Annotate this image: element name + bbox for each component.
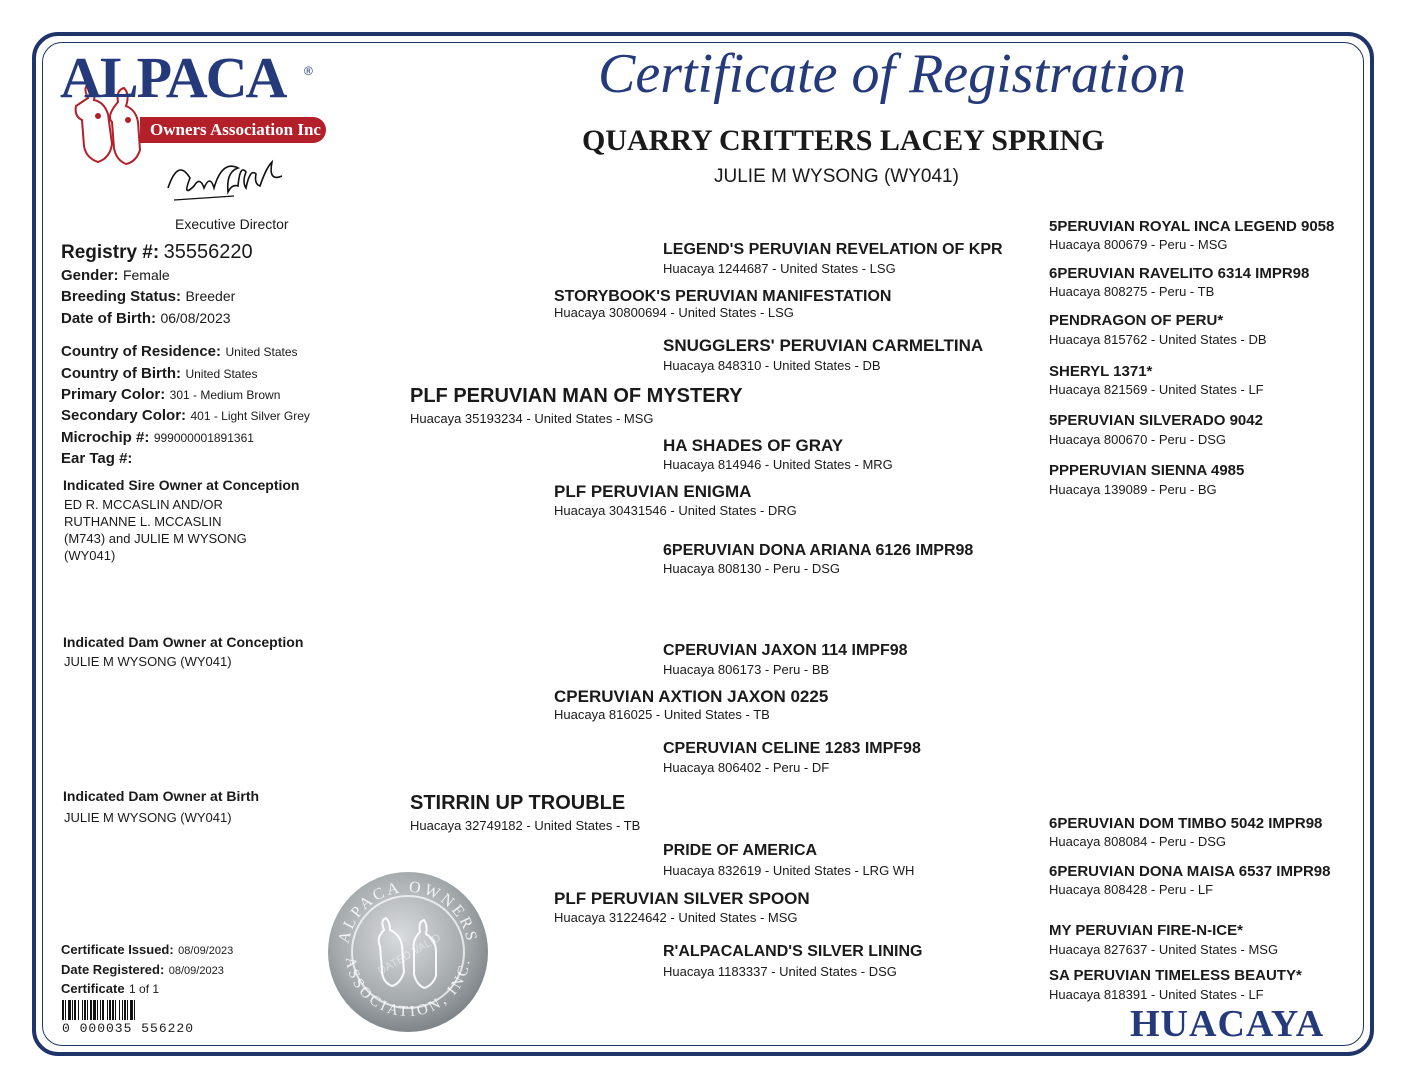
director-signature <box>160 148 300 214</box>
barcode-bar <box>112 1000 114 1020</box>
dam-owner-conception-label: Indicated Dam Owner at Conception <box>63 634 304 650</box>
seal-watermark: DATED VALID <box>375 931 444 978</box>
alpaca-logo-wordmark: ALPACA <box>60 45 286 110</box>
date-of-birth-row: Date of Birth: 06/08/2023 <box>61 310 231 327</box>
seal-top-text: ALPACA OWNERS <box>335 878 481 946</box>
gen4-bottom-1-detail: Huacaya 808084 - Peru - DSG <box>1049 834 1227 849</box>
gen4-top-3-name: PENDRAGON OF PERU* <box>1049 312 1224 329</box>
sire-name: PLF PERUVIAN MAN OF MYSTERY <box>410 385 743 407</box>
gen4-bottom-2-detail: Huacaya 808428 - Peru - LF <box>1049 882 1214 897</box>
dam-sire-sire-detail: Huacaya 806173 - Peru - BB <box>663 662 830 677</box>
sire-dam-dam-name: 6PERUVIAN DONA ARIANA 6126 IMPR98 <box>663 542 974 559</box>
sire-sire-sire-detail: Huacaya 1244687 - United States - LSG <box>663 261 896 276</box>
ear-tag-row: Ear Tag #: <box>61 450 133 467</box>
sire-owner-label: Indicated Sire Owner at Conception <box>63 477 300 493</box>
breed-mark-huacaya: HUACAYA <box>1130 1003 1325 1045</box>
dam-dam-sire-detail: Huacaya 832619 - United States - LRG WH <box>663 863 915 878</box>
microchip-row: Microchip #: 999000001891361 <box>61 429 254 446</box>
barcode-bar <box>65 1000 66 1020</box>
sire-detail: Huacaya 35193234 - United States - MSG <box>410 411 654 426</box>
sire-sire-dam-name: SNUGGLERS' PERUVIAN CARMELTINA <box>663 336 984 355</box>
barcode-bar <box>68 1000 71 1020</box>
dam-sire-sire-name: CPERUVIAN JAXON 114 IMPF98 <box>663 642 908 659</box>
barcode-bar <box>100 1000 101 1020</box>
certificate-count-row: Certificate 1 of 1 <box>61 981 160 996</box>
gender-row: Gender: Female <box>61 267 170 284</box>
barcode-bar <box>78 1000 79 1020</box>
sire-dam-dam-detail: Huacaya 808130 - Peru - DSG <box>663 561 841 576</box>
barcode-bar <box>124 1000 126 1020</box>
barcode-bar <box>72 1000 73 1020</box>
barcode-bar <box>130 1000 133 1020</box>
barcode-bar <box>84 1000 86 1020</box>
certificate-title: Certificate of Registration <box>598 43 1186 105</box>
dam-dam-dam-name: R'ALPACALAND'S SILVER LINING <box>663 943 923 960</box>
dam-name: STIRRIN UP TROUBLE <box>410 792 626 814</box>
barcode-bar <box>97 1000 98 1020</box>
gen4-top-2-detail: Huacaya 808275 - Peru - TB <box>1049 284 1215 299</box>
registry-value: 35556220 <box>163 241 253 263</box>
logo-banner: Owners Association Inc <box>140 117 326 143</box>
barcode <box>62 1000 210 1020</box>
gen4-bottom-3-name: MY PERUVIAN FIRE-N-ICE* <box>1049 922 1243 939</box>
dam-dam-dam-detail: Huacaya 1183337 - United States - DSG <box>663 964 897 979</box>
secondary-color-row: Secondary Color: 401 - Light Silver Grey <box>61 407 310 424</box>
sire-owner-line-4: (WY041) <box>64 548 116 563</box>
dam-sire-name: CPERUVIAN AXTION JAXON 0225 <box>554 687 829 706</box>
sire-sire-name: STORYBOOK'S PERUVIAN MANIFESTATION <box>554 288 892 305</box>
gen4-bottom-4-detail: Huacaya 818391 - United States - LF <box>1049 987 1264 1002</box>
gen4-top-2-name: 6PERUVIAN RAVELITO 6314 IMPR98 <box>1049 265 1310 282</box>
barcode-bar <box>87 1000 88 1020</box>
barcode-bar <box>62 1000 64 1020</box>
dam-sire-dam-name: CPERUVIAN CELINE 1283 IMPF98 <box>663 740 921 757</box>
gen4-top-5-name: 5PERUVIAN SILVERADO 9042 <box>1049 412 1263 429</box>
country-of-birth-row: Country of Birth: United States <box>61 365 258 382</box>
barcode-bar <box>82 1000 83 1020</box>
gen4-bottom-1-name: 6PERUVIAN DOM TIMBO 5042 IMPR98 <box>1049 815 1323 832</box>
gen4-top-6-name: PPPERUVIAN SIENNA 4985 <box>1049 462 1245 479</box>
sire-sire-detail: Huacaya 30800694 - United States - LSG <box>554 305 794 320</box>
dam-detail: Huacaya 32749182 - United States - TB <box>410 818 641 833</box>
association-seal <box>326 870 490 1034</box>
sire-owner-line-2: RUTHANNE L. MCCASLIN <box>64 514 222 529</box>
gen4-top-5-detail: Huacaya 800670 - Peru - DSG <box>1049 432 1227 447</box>
dam-dam-sire-name: PRIDE OF AMERICA <box>663 842 818 859</box>
gen4-top-4-detail: Huacaya 821569 - United States - LF <box>1049 382 1264 397</box>
sire-owner-line-3: (M743) and JULIE M WYSONG <box>64 531 247 546</box>
barcode-bar <box>109 1000 111 1020</box>
sire-dam-name: PLF PERUVIAN ENIGMA <box>554 482 752 501</box>
dam-dam-name: PLF PERUVIAN SILVER SPOON <box>554 889 810 908</box>
barcode-bar <box>134 1000 135 1020</box>
sire-dam-sire-detail: Huacaya 814946 - United States - MRG <box>663 457 893 472</box>
dam-sire-dam-detail: Huacaya 806402 - Peru - DF <box>663 760 830 775</box>
sire-owner-line-1: ED R. MCCASLIN AND/OR <box>64 497 223 512</box>
sire-dam-sire-name: HA SHADES OF GRAY <box>663 436 844 455</box>
sire-sire-sire-name: LEGEND'S PERUVIAN REVELATION OF KPR <box>663 241 1003 258</box>
gen4-top-3-detail: Huacaya 815762 - United States - DB <box>1049 332 1267 347</box>
barcode-bar <box>102 1000 104 1020</box>
country-of-residence-row: Country of Residence: United States <box>61 343 298 360</box>
barcode-bar <box>127 1000 128 1020</box>
dam-sire-detail: Huacaya 816025 - United States - TB <box>554 707 770 722</box>
registry-number-row <box>61 241 253 264</box>
barcode-bar <box>90 1000 92 1020</box>
gen4-bottom-2-name: 6PERUVIAN DONA MAISA 6537 IMPR98 <box>1049 863 1331 880</box>
seal-bottom-text: ASSOCIATION, INC. <box>341 955 474 1021</box>
owner-name: JULIE M WYSONG (WY041) <box>714 166 959 187</box>
barcode-bar <box>74 1000 76 1020</box>
dam-dam-detail: Huacaya 31224642 - United States - MSG <box>554 910 798 925</box>
barcode-bar <box>107 1000 108 1020</box>
barcode-bar <box>115 1000 116 1020</box>
dam-owner-birth-value: JULIE M WYSONG (WY041) <box>64 810 232 825</box>
registered-mark: ® <box>304 64 313 78</box>
sire-dam-detail: Huacaya 30431546 - United States - DRG <box>554 503 797 518</box>
date-registered-row: Date Registered: 08/09/2023 <box>61 962 224 977</box>
barcode-bar <box>119 1000 120 1020</box>
gen4-top-6-detail: Huacaya 139089 - Peru - BG <box>1049 482 1217 497</box>
gen4-bottom-3-detail: Huacaya 827637 - United States - MSG <box>1049 942 1279 957</box>
executive-director-caption: Executive Director <box>175 216 289 232</box>
sire-sire-dam-detail: Huacaya 848310 - United States - DB <box>663 358 881 373</box>
dam-owner-conception-value: JULIE M WYSONG (WY041) <box>64 654 232 669</box>
breeding-status-row: Breeding Status: Breeder <box>61 288 236 305</box>
certificate-issued-row: Certificate Issued: 08/09/2023 <box>61 942 234 957</box>
registry-label: Registry #: <box>61 242 160 263</box>
gen4-top-1-detail: Huacaya 800679 - Peru - MSG <box>1049 237 1228 252</box>
primary-color-row: Primary Color: 301 - Medium Brown <box>61 386 281 403</box>
gen4-top-4-name: SHERYL 1371* <box>1049 363 1153 380</box>
barcode-number: 0 000035 556220 <box>62 1021 195 1036</box>
dam-owner-birth-label: Indicated Dam Owner at Birth <box>63 788 260 804</box>
gen4-top-1-name: 5PERUVIAN ROYAL INCA LEGEND 9058 <box>1049 218 1335 235</box>
gen4-bottom-4-name: SA PERUVIAN TIMELESS BEAUTY* <box>1049 967 1302 984</box>
barcode-bar <box>93 1000 96 1020</box>
animal-name: QUARRY CRITTERS LACEY SPRING <box>582 124 1105 157</box>
barcode-bar <box>122 1000 123 1020</box>
